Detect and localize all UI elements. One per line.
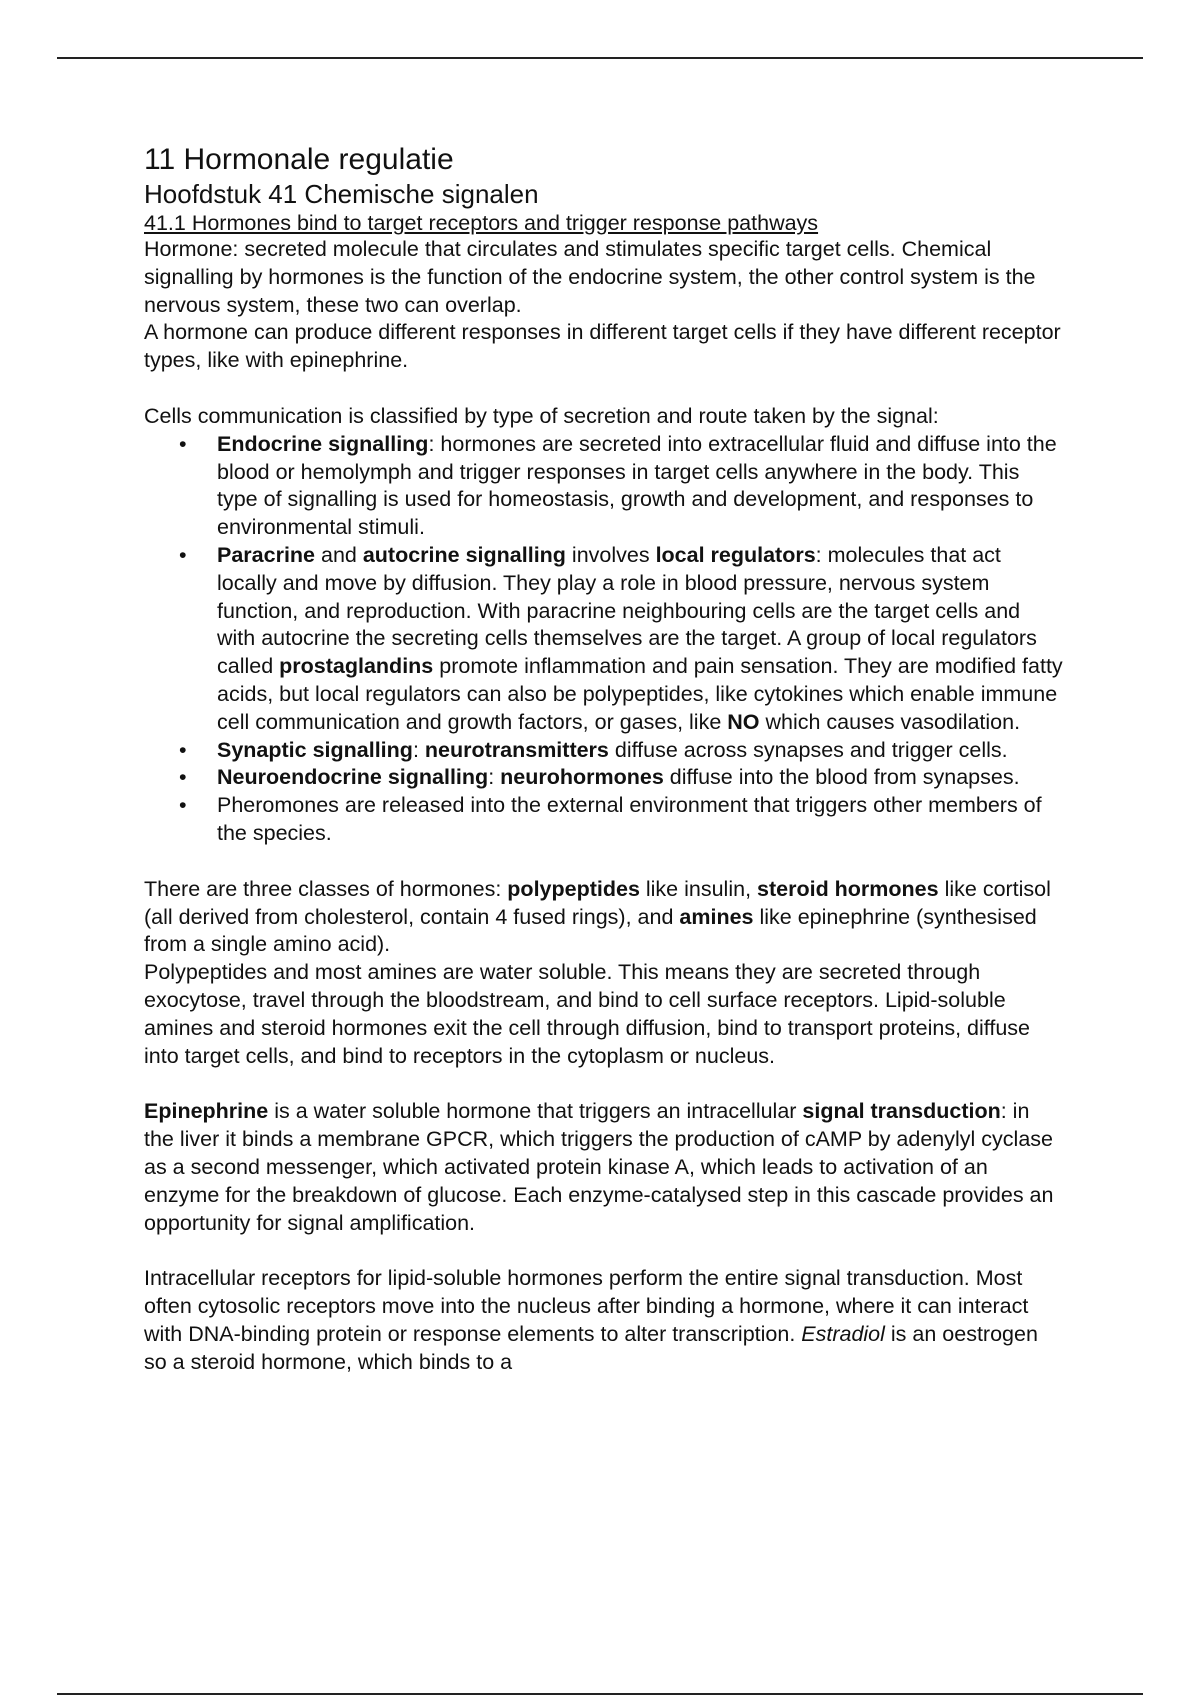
term-steroid-hormones: steroid hormones [757,876,939,901]
term-neurotransmitters: neurotransmitters [424,737,609,762]
section-title: 41.1 Hormones bind to target receptors and trigger response pathways [144,211,819,235]
term-local-regulators: local regulators [655,542,816,567]
document-body [144,142,1064,1376]
solubility-paragraph: Polypeptides and most amines are water soluble. This means they are secreted through exocytose, travel through the bloodstream, and bind to cell surface receptors. Lipid-soluble amines and steroid hormones exit the cell through diffusion, bind to transport proteins, diffuse into target cells, and bind to receptors in the cytoplasm or nucleus. [144,960,1031,1068]
epinephrine-paragraph: Epinephrine is a water soluble hormone that triggers an intracellular signal transduction: in the liver it binds a membrane GPCR, which triggers the production of cAMP by adenylyl cyclase as a second messenger, which activated protein kinase A, which leads to activation of an enzyme for the breakdown of glucose. Each enzyme-catalysed step in this cascade provides an opportunity for signal amplification. [144,1099,1054,1235]
classes-paragraph: There are three classes of hormones: polypeptides like insulin, steroid hormones like cortisol (all derived from cholesterol, contain 4 fused rings), and amines like epinephrine (synthesised from a single amino acid). [144,876,1051,957]
communication-lead: Cells communication is classified by type of secretion and route taken by the signal: [144,403,939,428]
intracellular-paragraph: Intracellular receptors for lipid-soluble hormones perform the entire signal transduction. Most often cytosolic receptors move into the nucleus after binding a hormone, where it can interact with DNA-binding protein or response elements to alter transcription. Estradiol is an oestrogen so a steroid hormone, which binds to a [144,1266,1038,1374]
bottom-rule [57,1693,1143,1695]
term-amines: amines [679,904,754,929]
intro-paragraph-2: A hormone can produce different responses in different target cells if they have different receptor types, like with epinephrine. [144,320,1061,373]
term-no: NO [727,709,760,734]
paragraph-gap [144,1070,1064,1098]
term-signal-transduction: signal transduction [802,1099,1001,1124]
signalling-list [144,431,1064,848]
list-item-paracrine: • Paracrine and autocrine signalling involves local regulators: molecules that act locally and move by diffusion. They play a role in blood pressure, nervous system function, and reproduction. With paracrine neighbouring cells are the target cells and with autocrine the secreting cells themselves are the target. A group of local regulators called prostaglandins promote inflammation and pain sensation. They are modified fatty acids, but local regulators can also be polypeptides, like cytokines which enable immune cell communication and growth factors, or gases, like NO which causes vasodilation. [217,542,1064,737]
term-neurohormones: neurohormones [500,765,664,790]
term-estradiol: Estradiol [801,1321,885,1346]
term-autocrine: autocrine signalling [362,542,566,567]
term-polypeptides: polypeptides [507,876,640,901]
term-paracrine: Paracrine [217,542,316,567]
term-endocrine: Endocrine signalling [217,431,429,456]
term-prostaglandins: prostaglandins [279,654,434,679]
top-rule [57,57,1143,59]
list-item-neuroendocrine: • Neuroendocrine signalling: neurohormones diffuse into the blood from synapses. [217,764,1064,792]
subchapter-title: Hoofdstuk 41 Chemische signalen [144,179,539,209]
term-neuroendocrine: Neuroendocrine signalling [217,765,489,790]
term-epinephrine: Epinephrine [144,1099,269,1124]
paragraph-gap [144,1237,1064,1265]
term-synaptic: Synaptic signalling [217,737,413,762]
paragraph-gap [144,848,1064,876]
chapter-title: 11 Hormonale regulatie [144,143,454,176]
list-item-endocrine: • Endocrine signalling: hormones are secreted into extracellular fluid and diffuse into the blood or hemolymph and trigger responses in target cells anywhere in the body. This type of signalling is used for homeostasis, growth and development, and responses to environmental stimuli. [217,431,1064,542]
list-item-synaptic: • Synaptic signalling: neurotransmitters diffuse across synapses and trigger cells. [217,737,1064,765]
list-item-pheromones: • Pheromones are released into the external environment that triggers other members of the species. [217,792,1064,848]
paragraph-gap [144,375,1064,403]
intro-paragraph-1: Hormone: secreted molecule that circulates and stimulates specific target cells. Chemical signalling by hormones is the function of the endocrine system, the other control system is the nervous system, these two can overlap. [144,237,1036,317]
